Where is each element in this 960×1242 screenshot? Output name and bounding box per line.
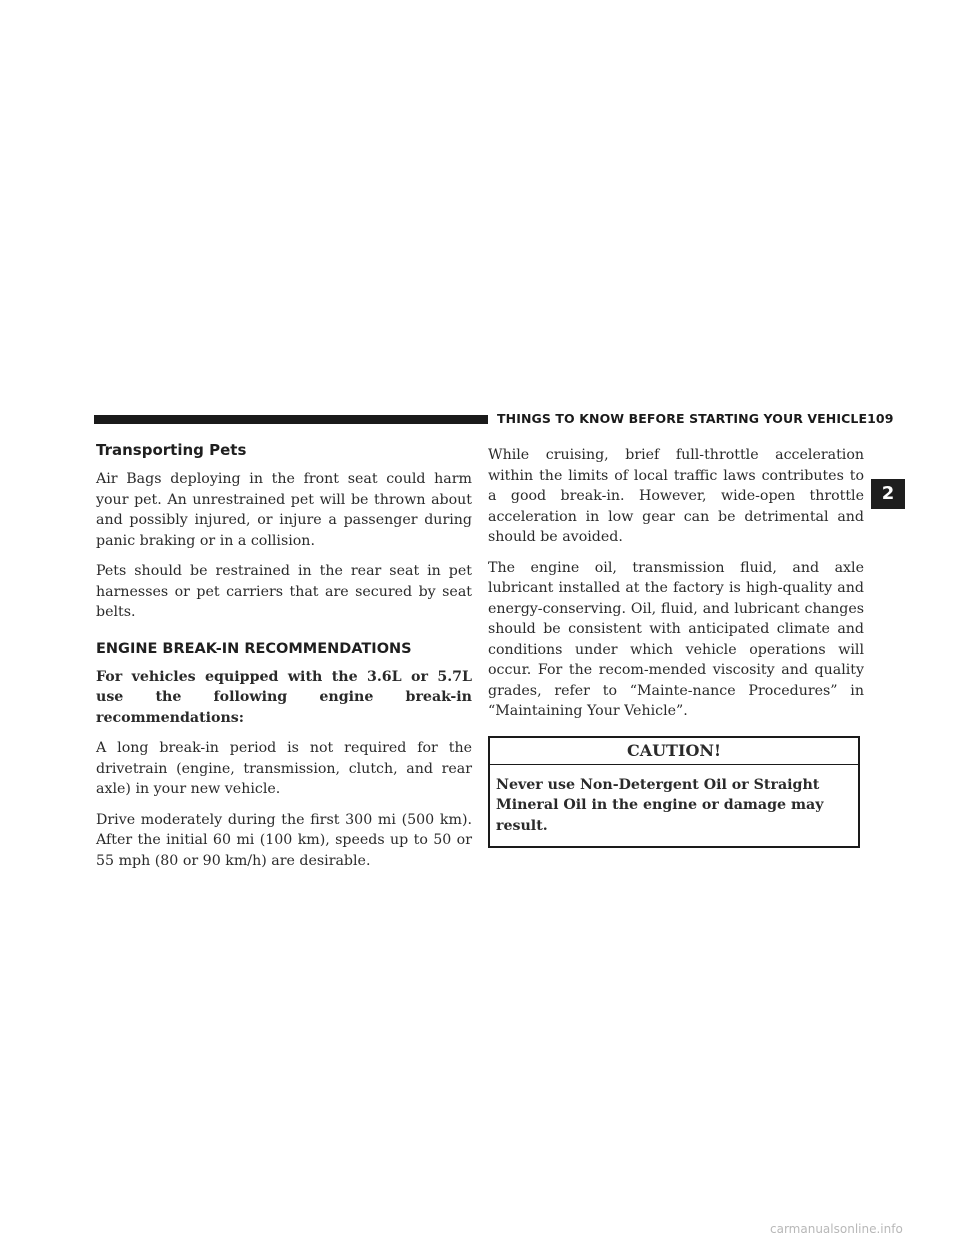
caution-text: Never use Non-Detergent Oil or Straight Mineral Oil in the engine or damage may result.	[496, 776, 824, 834]
cruising-paragraph: While cruising, brief full-throttle acceleration within the limits of local traffic laws contributes to a good break-in. However, wide-open throttle acceleration in low gear can be detrimental and should be avoided.	[488, 447, 864, 545]
right-column	[488, 445, 864, 848]
pets-heading: Transporting Pets	[96, 441, 247, 459]
breakin-paragraph-1: A long break-in period is not required for the drivetrain (engine, transmission, clutch, and rear axle) in your new vehicle.	[96, 740, 472, 797]
lubricant-paragraph: The engine oil, transmission fluid, and axle lubricant installed at the factory is high-quality and energy-conserving. Oil, fluid, and lubricant changes should be consistent with anticipated climate and conditions under which vehicle operations will occur. For the recom-mended viscosity and quality grades, refer to “Mainte-nance Procedures” in “Maintaining Your Vehicle”.	[488, 559, 864, 719]
pets-paragraph-2: Pets should be restrained in the rear seat in pet harnesses or pet carriers that are secured by seat belts.	[96, 563, 472, 620]
header-rule	[94, 415, 488, 424]
breakin-paragraph-2: Drive moderately during the first 300 mi (500 km). After the initial 60 mi (100 km), speeds up to 50 or 55 mph (80 or 90 km/h) are desirable.	[96, 811, 472, 869]
watermark-text: carmanualsonline.info	[770, 1222, 903, 1236]
section-title: THINGS TO KNOW BEFORE STARTING YOUR VEHICLE	[497, 411, 868, 426]
breakin-intro: For vehicles equipped with the 3.6L or 5.7L use the following engine break-in recommendations:	[96, 668, 472, 726]
caution-box	[488, 736, 860, 849]
page-number: 109	[867, 411, 894, 426]
pets-paragraph-1: Air Bags deploying in the front seat could harm your pet. An unrestrained pet will be thrown about and possibly injured, or injure a passenger during panic braking or in a collision.	[96, 471, 472, 549]
breakin-heading: ENGINE BREAK-IN RECOMMENDATIONS	[96, 640, 412, 657]
caution-title: CAUTION!	[490, 738, 858, 765]
left-column	[96, 441, 472, 881]
running-header	[497, 411, 894, 426]
chapter-tab[interactable]: 2	[871, 479, 905, 509]
